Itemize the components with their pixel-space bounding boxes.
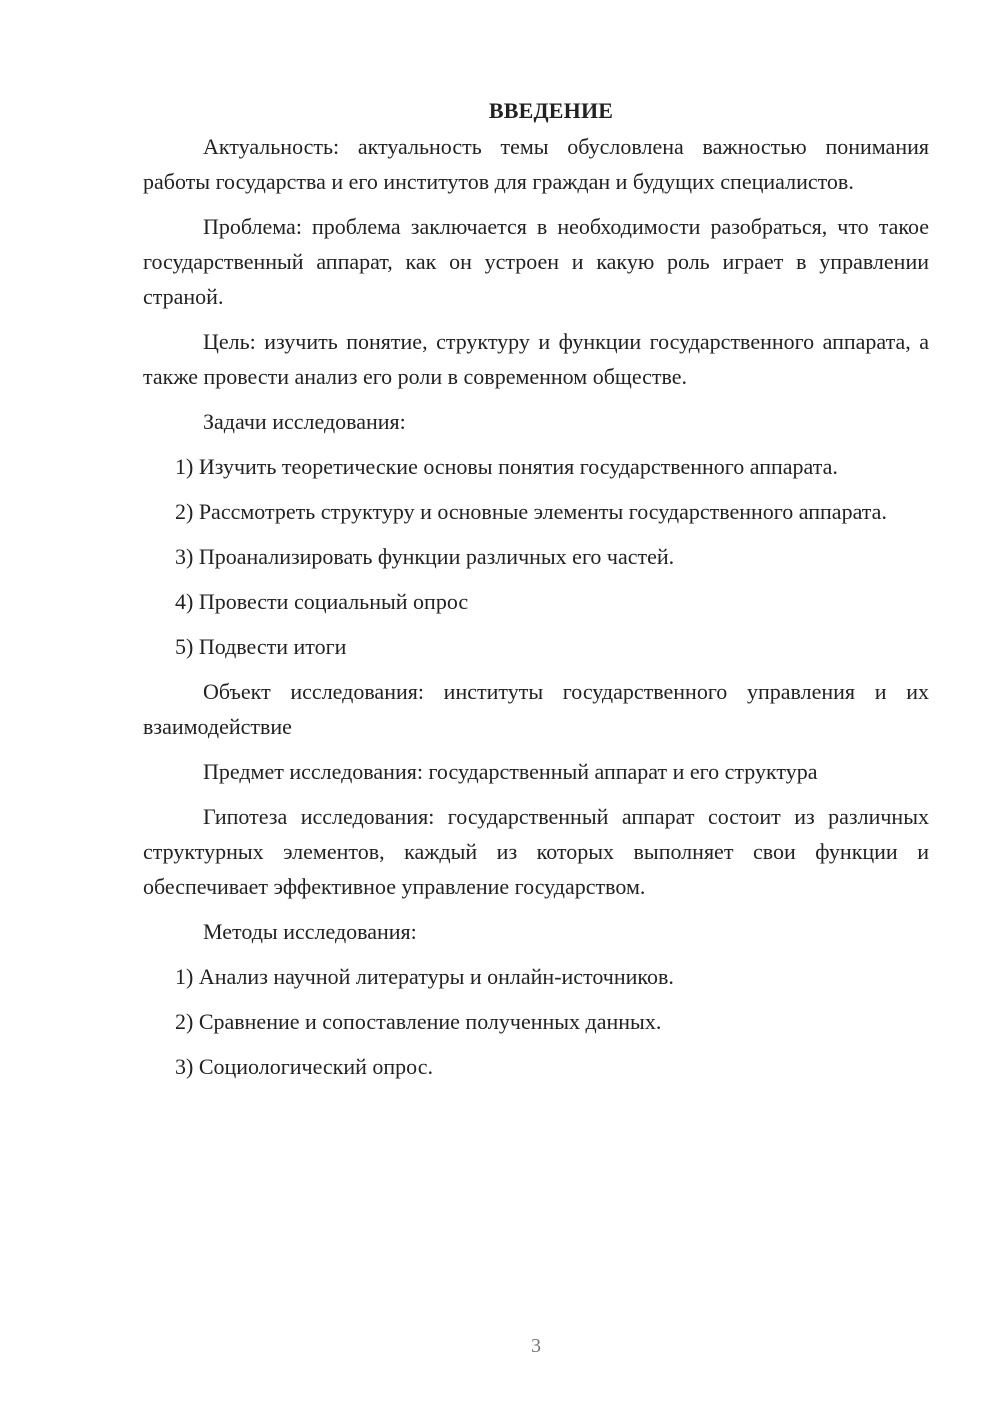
method-item: 3) Социологический опрос. <box>175 1054 433 1079</box>
method-item: 1) Анализ научной литературы и онлайн-источников. <box>175 964 674 989</box>
relevance-paragraph: Актуальность: актуальность темы обусловлена важностью понимания работы государства и его институтов для граждан и будущих специалистов. <box>143 134 929 194</box>
method-item: 2) Сравнение и сопоставление полученных данных. <box>175 1009 662 1034</box>
task-item: 5) Подвести итоги <box>175 634 347 659</box>
task-item: 3) Проанализировать функции различных его частей. <box>175 544 675 569</box>
research-object-paragraph: Объект исследования: институты государственного управления и их взаимодействие <box>143 679 929 739</box>
task-item: 4) Провести социальный опрос <box>175 589 469 614</box>
tasks-heading: Задачи исследования: <box>203 409 406 434</box>
section-title: ВВЕДЕНИЕ <box>488 98 614 123</box>
research-subject-paragraph: Предмет исследования: государственный аппарат и его структура <box>203 759 818 784</box>
task-item: 1) Изучить теоретические основы понятия государственного аппарата. <box>175 454 838 479</box>
page-number: 3 <box>531 1335 541 1357</box>
page-content <box>143 93 929 1094</box>
task-item: 2) Рассмотреть структуру и основные элементы государственного аппарата. <box>175 499 887 524</box>
methods-heading: Методы исследования: <box>203 919 417 944</box>
hypothesis-paragraph: Гипотеза исследования: государственный аппарат состоит из различных структурных элементов, каждый из которых выполняет свои функции и обеспечивает эффективное управление государством. <box>143 804 929 899</box>
goal-paragraph: Цель: изучить понятие, структуру и функции государственного аппарата, а также провести анализ его роли в современном обществе. <box>143 329 929 389</box>
problem-paragraph: Проблема: проблема заключается в необходимости разобраться, что такое государственный аппарат, как он устроен и какую роль играет в управлении страной. <box>143 214 929 309</box>
